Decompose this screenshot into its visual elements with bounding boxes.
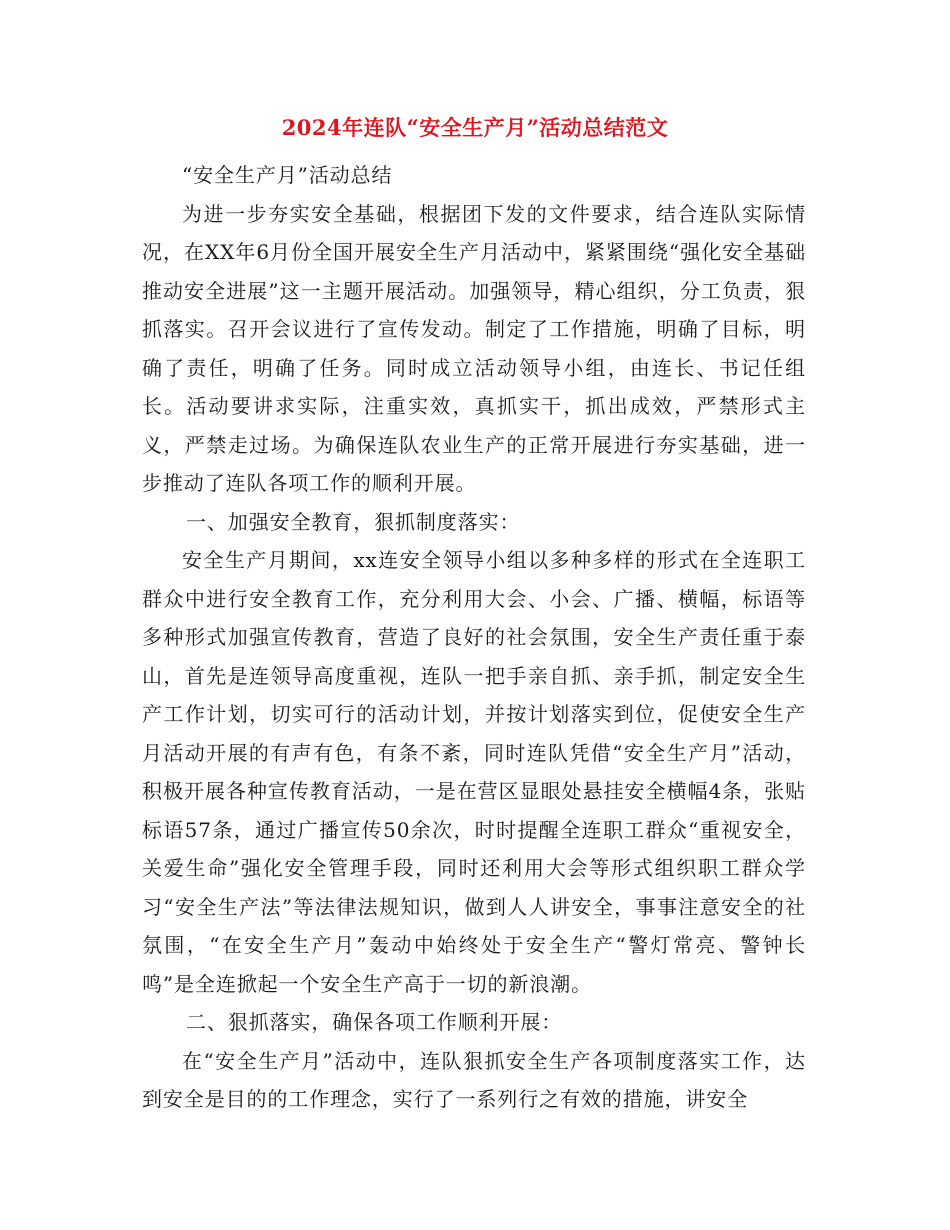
- section-heading-1: 一、加强安全教育，狠抓制度落实：: [186, 509, 521, 534]
- section-2-paragraph: 在“安全生产月”活动中，连队狠抓安全生产各项制度落实工作，达到安全是目的的工作理念，实行了一系列行之有效的措施，讲安全: [142, 1048, 806, 1111]
- document-body: [142, 156, 806, 1119]
- section-1-paragraph: 安全生产月期间，xx连安全领导小组以多种多样的形式在全连职工群众中进行安全教育工作，充分利用大会、小会、广播、横幅，标语等多种形式加强宣传教育，营造了良好的社会氛围，安全生产责任重于泰山，首先是连领导高度重视，连队一把手亲自抓、亲手抓，制定安全生产工作计划，切实可行的活动计划，并按计划落实到位，促使安全生产月活动开展的有声有色，有条不紊，同时连队凭借“安全生产月”活动，积极开展各种宣传教育活动，一是在营区显眼处悬挂安全横幅4条，张贴标语57条，通过广播宣传50余次，时时提醒全连职工群众“重视安全，关爱生命”强化安全管理手段，同时还利用大会等形式组织职工群众学习“安全生产法”等法律法规知识，做到人人讲安全，事事注意安全的社氛围，“在安全生产月”轰动中始终处于安全生产“警灯常亮、警钟长鸣”是全连掀起一个安全生产高于一切的新浪潮。: [142, 548, 806, 996]
- document-title: 2024年连队“安全生产月”活动总结范文: [281, 115, 669, 140]
- subtitle-paragraph: “安全生产月”活动总结: [182, 163, 393, 187]
- section-heading-2: 二、狠抓落实，确保各项工作顺利开展：: [186, 1010, 563, 1034]
- intro-paragraph: 为进一步夯实安全基础，根据团下发的文件要求，结合连队实际情况，在XX年6月份全国开展安全生产月活动中，紧紧围绕“强化安全基础 推动安全进展”这一主题开展活动。加强领导，精心组织，分工负责，狠抓落实。召开会议进行了宣传发动。制定了工作措施，明确了目标，明确了责任，明确了任务。同时成立活动领导小组，由连长、书记任组长。活动要讲求实际，注重实效，真抓实干，抓出成效，严禁形式主义，严禁走过场。为确保连队农业生产的正常开展进行夯实基础，进一步推动了连队各项工作的顺利开展。: [142, 201, 806, 495]
